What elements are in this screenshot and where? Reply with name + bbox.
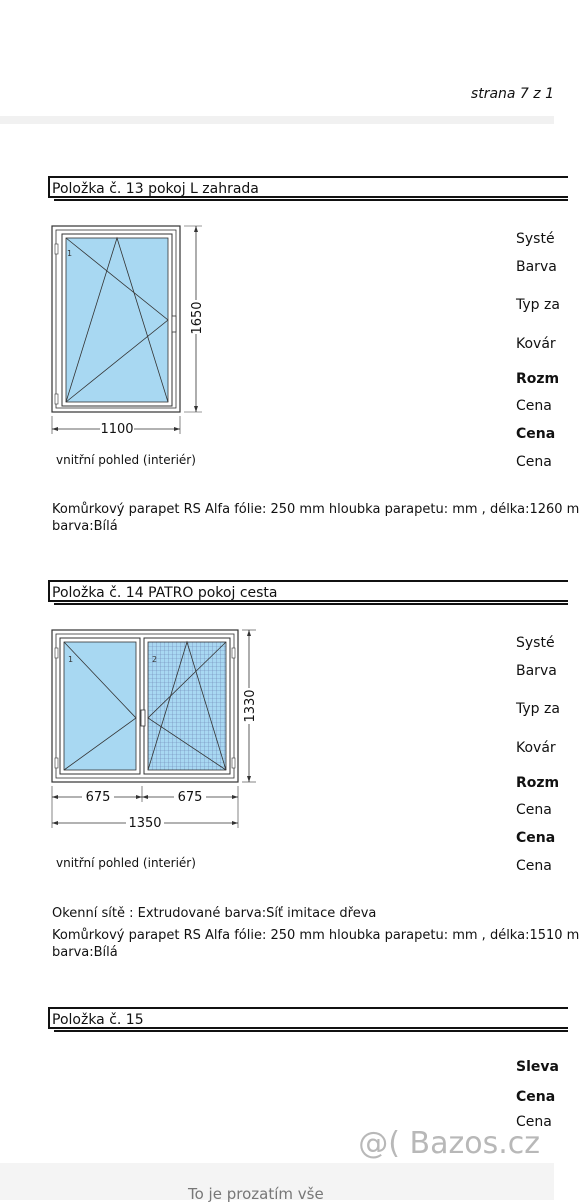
item-14-note-sill: Komůrkový parapet RS Alfa fólie: 250 mm hloubka parapetu: mm , délka:1510 m	[52, 928, 579, 943]
item-14-label-color: Barva	[516, 663, 557, 679]
page-number: strana 7 z 1	[470, 86, 554, 102]
item-13-label-price: Cena	[516, 398, 552, 414]
item-15-label-price-total: Cena	[516, 1089, 556, 1105]
item-13-sash-1: 1	[67, 249, 73, 258]
item-14-label-glazing-type: Typ za	[516, 701, 560, 717]
item-13-label-hardware: Kovár	[516, 336, 556, 352]
item-14-label-system: Systé	[516, 635, 555, 651]
item-14-view-caption: vnitřní pohled (interiér)	[56, 856, 196, 870]
item-15-header: Položka č. 15	[48, 1007, 568, 1029]
item-13-label-dimensions: Rozm	[516, 371, 560, 387]
footer-text: To je prozatím vše	[188, 1185, 324, 1203]
item-15-label-discount: Sleva	[516, 1059, 559, 1075]
item-14-right-width-dimension: 675	[177, 790, 203, 805]
item-13-note-sill: Komůrkový parapet RS Alfa fólie: 250 mm hloubka parapetu: mm , délka:1260 m	[52, 502, 579, 517]
item-14-header: Položka č. 14 PATRO pokoj cesta	[48, 580, 568, 602]
item-13-label-price-total: Cena	[516, 426, 556, 442]
item-13-height-dimension: 1650	[190, 301, 205, 335]
item-13-label-system: Systé	[516, 231, 555, 247]
page-separator	[0, 116, 554, 124]
item-14-sash-1: 1	[68, 655, 74, 664]
item-13-label-color: Barva	[516, 259, 557, 275]
item-14-label-hardware: Kovár	[516, 740, 556, 756]
item-14-left-width-dimension: 675	[85, 790, 111, 805]
item-14-note-screens: Okenní sítě : Extrudované barva:Síť imitace dřeva	[52, 906, 377, 921]
item-13-width-dimension: 1100	[100, 422, 134, 437]
bazos-watermark: @( Bazos.cz	[358, 1126, 540, 1161]
item-14-height-dimension: 1330	[243, 689, 258, 723]
item-15-label-price-vat: Cena	[516, 1114, 552, 1130]
item-13-label-price-vat: Cena	[516, 454, 552, 470]
item-14-label-price-vat: Cena	[516, 858, 552, 874]
item-13-label-glazing-type: Typ za	[516, 297, 560, 313]
item-14-label-dimensions: Rozm	[516, 775, 560, 791]
item-14-label-price: Cena	[516, 802, 552, 818]
item-13-note-sill-color: barva:Bílá	[52, 519, 118, 534]
item-13-window-drawing	[44, 218, 214, 440]
item-13-view-caption: vnitřní pohled (interiér)	[56, 453, 196, 467]
item-14-sash-2: 2	[152, 655, 158, 664]
item-13-header: Položka č. 13 pokoj L zahrada	[48, 176, 568, 198]
item-14-width-dimension: 1350	[128, 816, 162, 831]
item-14-label-price-total: Cena	[516, 830, 556, 846]
item-14-note-sill-color: barva:Bílá	[52, 945, 118, 960]
item-14-window-drawing	[44, 622, 256, 844]
